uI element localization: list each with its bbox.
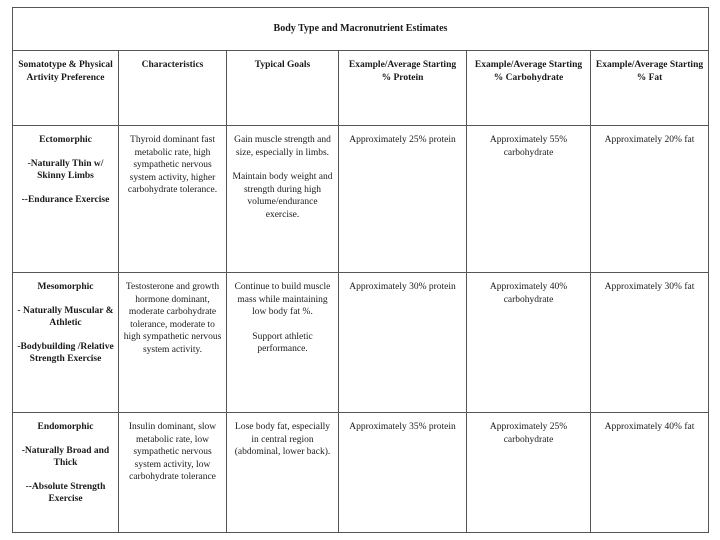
- somatotype-name: Mesomorphic: [37, 282, 94, 292]
- header-somatotype: Somatotype & Physical Artivity Preference: [13, 51, 119, 126]
- table-row-endomorphic: [13, 413, 709, 533]
- somatotype-line: --Absolute Strength Exercise: [25, 481, 106, 504]
- fat-cell: Approximately 20% fat: [591, 126, 709, 273]
- characteristics-cell: Thyroid dominant fast metabolic rate, high sympathetic nervous system activity, higher carbohydrate tolerance.: [119, 126, 227, 273]
- title-cell: [13, 8, 709, 51]
- somatotype-line: -Naturally Thin w/ Skinny Limbs: [27, 158, 104, 181]
- header-protein: Example/Average Starting % Protein: [339, 51, 467, 126]
- goal-text: Gain muscle strength and size, especially in limbs.: [234, 135, 331, 158]
- goal-text: Maintain body weight and strength during high volume/endurance exercise.: [232, 172, 333, 220]
- somatotype-line: -Bodybuilding /Relative Strength Exercise: [17, 341, 114, 364]
- characteristics-cell: Testosterone and growth hormone dominant, moderate carbohydrate tolerance, moderate to high sympathetic nervous system activity.: [119, 273, 227, 413]
- header-characteristics: Characteristics: [119, 51, 227, 126]
- table-row-ectomorphic: [13, 126, 709, 273]
- title-row: [13, 8, 709, 51]
- carbohydrate-cell: Approximately 55% carbohydrate: [467, 126, 591, 273]
- body-type-table: [12, 7, 709, 533]
- protein-cell: Approximately 35% protein: [339, 413, 467, 533]
- header-fat: Example/Average Starting % Fat: [591, 51, 709, 126]
- goal-text: Continue to build muscle mass while maintaining low body fat %.: [234, 282, 331, 317]
- carbohydrate-cell: Approximately 25% carbohydrate: [467, 413, 591, 533]
- header-row: [13, 51, 709, 126]
- somatotype-line: -Naturally Broad and Thick: [21, 445, 110, 468]
- header-typical-goals: Typical Goals: [227, 51, 339, 126]
- characteristics-cell: Insulin dominant, slow metabolic rate, low sympathetic nervous system activity, low carbohydrate tolerance: [119, 413, 227, 533]
- somatotype-cell: [13, 413, 119, 533]
- goals-cell: [227, 273, 339, 413]
- goal-text: Lose body fat, especially in central region (abdominal, lower back).: [234, 422, 331, 457]
- somatotype-name: Ectomorphic: [39, 135, 92, 145]
- goal-text: Support athletic performance.: [252, 331, 313, 354]
- goals-cell: [227, 126, 339, 273]
- table-row-mesomorphic: [13, 273, 709, 413]
- somatotype-cell: [13, 273, 119, 413]
- somatotype-cell: [13, 126, 119, 273]
- somatotype-line: - Naturally Muscular & Athletic: [17, 305, 114, 328]
- fat-cell: Approximately 40% fat: [591, 413, 709, 533]
- protein-cell: Approximately 30% protein: [339, 273, 467, 413]
- carbohydrate-cell: Approximately 40% carbohydrate: [467, 273, 591, 413]
- somatotype-line: --Endurance Exercise: [21, 194, 110, 205]
- somatotype-name: Endomorphic: [37, 422, 94, 432]
- protein-cell: Approximately 25% protein: [339, 126, 467, 273]
- goals-cell: [227, 413, 339, 533]
- header-carbohydrate: Example/Average Starting % Carbohydrate: [467, 51, 591, 126]
- table-title: Body Type and Macronutrient Estimates: [273, 23, 448, 34]
- fat-cell: Approximately 30% fat: [591, 273, 709, 413]
